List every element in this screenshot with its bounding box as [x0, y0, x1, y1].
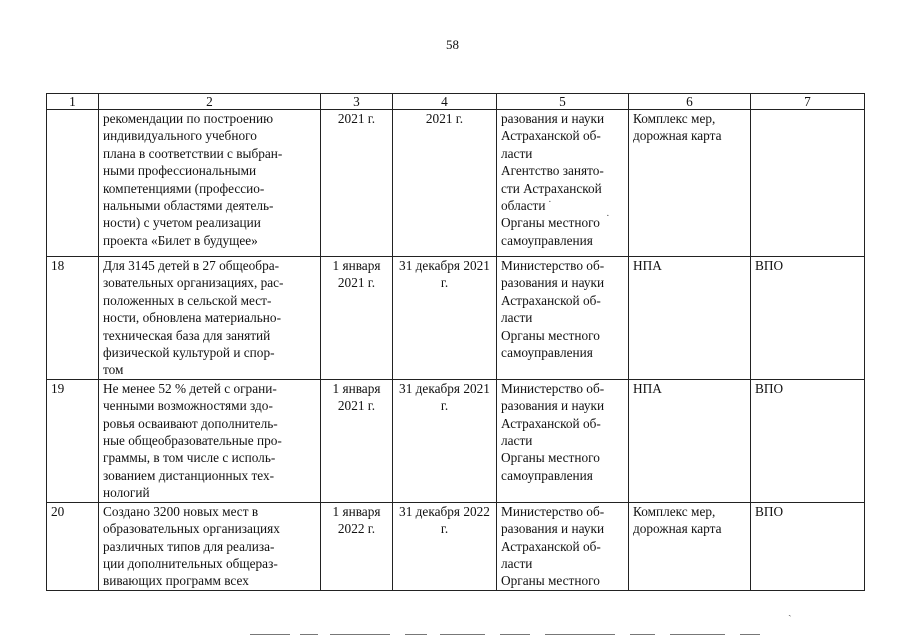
text-line: физической культурой и спор-	[103, 345, 275, 361]
measures-table	[46, 93, 865, 591]
indicator-cell: ВПО	[751, 379, 865, 502]
text-line: Органы местного	[501, 573, 600, 589]
text-line: ласти	[501, 145, 533, 161]
text-line: том	[103, 362, 124, 378]
description-cell	[99, 379, 321, 502]
text-line: ченными возможностями здо-	[103, 398, 273, 414]
text-line: различных типов для реализа-	[103, 538, 275, 554]
indicator-cell	[751, 110, 865, 257]
start-date-cell: 1 января 2021 г.	[321, 257, 393, 380]
header-cell: 2	[99, 94, 321, 110]
text-line: ровья осваивают дополнитель-	[103, 415, 278, 431]
header-cell: 5	[497, 94, 629, 110]
text-line: ласти	[501, 555, 533, 571]
table-row	[47, 502, 865, 590]
end-date-cell: 31 декабря 2022 г.	[393, 502, 497, 590]
text-line: разования и науки	[501, 111, 605, 126]
responsible-cell	[497, 110, 629, 257]
start-date-cell: 1 января 2022 г.	[321, 502, 393, 590]
text-line: ласти	[501, 310, 533, 326]
text-line: области	[501, 198, 546, 214]
document-type-cell: НПА	[629, 379, 751, 502]
responsible-cell	[497, 502, 629, 590]
text-line: сти Астраханской	[501, 180, 602, 196]
text-line: Для 3145 детей в 27 общеобра-	[103, 258, 280, 273]
text-line: проекта «Билет в будущее»	[103, 232, 258, 248]
page-number: 58	[446, 37, 459, 52]
row-number-cell	[47, 110, 99, 257]
scan-speck: ·	[606, 210, 610, 222]
text-line: положенных в сельской мест-	[103, 292, 272, 308]
description-cell	[99, 110, 321, 257]
text-line: Астраханской об-	[501, 292, 601, 308]
start-date-cell: 2021 г.	[321, 110, 393, 257]
text-line: Органы местного	[501, 215, 600, 231]
text-line: нальными областями деятель-	[103, 198, 274, 214]
scan-speck: ·	[548, 196, 552, 208]
header-cell: 7	[751, 94, 865, 110]
text-line: нологий	[103, 485, 150, 501]
header-row	[47, 94, 865, 110]
text-line: Астраханской об-	[501, 538, 601, 554]
text-line: Министерство об-	[501, 380, 605, 396]
responsible-cell	[497, 257, 629, 380]
text-line: Астраханской об-	[501, 415, 601, 431]
table-row	[47, 257, 865, 380]
header-cell: 3	[321, 94, 393, 110]
text-line: ности, обновлена материально-	[103, 310, 282, 326]
document-type-cell: Комплекс мер, дорожная карта	[629, 110, 751, 257]
text-line: Органы местного	[501, 327, 600, 343]
scan-edge-marks	[0, 634, 905, 640]
text-line: разования и науки	[501, 398, 605, 414]
description-cell	[99, 502, 321, 590]
text-line: Министерство об-	[501, 503, 605, 519]
text-line: вивающих программ всех	[103, 573, 249, 589]
text-line: Создано 3200 новых мест в	[103, 503, 259, 519]
text-line: ции дополнительных общераз-	[103, 555, 278, 571]
row-number-cell: 19	[47, 379, 99, 502]
text-line: разования и науки	[501, 521, 605, 537]
indicator-cell: ВПО	[751, 502, 865, 590]
text-line: образовательных организациях	[103, 521, 280, 537]
scan-speck: ˏ	[788, 605, 792, 617]
description-cell	[99, 257, 321, 380]
text-line: Министерство об-	[501, 258, 605, 273]
row-number-cell: 20	[47, 502, 99, 590]
row-number-cell: 18	[47, 257, 99, 380]
end-date-cell: 2021 г.	[393, 110, 497, 257]
responsible-cell	[497, 379, 629, 502]
text-line: компетенциями (профессио-	[103, 180, 265, 196]
text-line: плана в соответствии с выбран-	[103, 145, 283, 161]
header-cell: 1	[47, 94, 99, 110]
header-cell: 6	[629, 94, 751, 110]
text-line: рекомендации по построению	[103, 111, 274, 126]
table-row	[47, 379, 865, 502]
text-line: Не менее 52 % детей с ограни-	[103, 380, 277, 396]
text-line: индивидуального учебного	[103, 128, 257, 144]
text-line: самоуправления	[501, 232, 593, 248]
end-date-cell: 31 декабря 2021 г.	[393, 379, 497, 502]
text-line: самоуправления	[501, 467, 593, 483]
text-line: ности) с учетом реализации	[103, 215, 261, 231]
text-line: разования и науки	[501, 275, 605, 291]
header-cell: 4	[393, 94, 497, 110]
text-line: Органы местного	[501, 450, 600, 466]
text-line: ными профессиональными	[103, 163, 257, 179]
text-line: техническая база для занятий	[103, 327, 271, 343]
text-line: Агентство занято-	[501, 163, 604, 179]
text-line: граммы, в том числе с исполь-	[103, 450, 276, 466]
end-date-cell: 31 декабря 2021 г.	[393, 257, 497, 380]
text-line: самоуправления	[501, 345, 593, 361]
text-line: ласти	[501, 433, 533, 449]
indicator-cell: ВПО	[751, 257, 865, 380]
document-type-cell: Комплекс мер, дорожная карта	[629, 502, 751, 590]
text-line: зовательных организациях, рас-	[103, 275, 284, 291]
text-line: ные общеобразовательные про-	[103, 433, 282, 449]
text-line: зованием дистанционных тех-	[103, 467, 275, 483]
text-line: Астраханской об-	[501, 128, 601, 144]
table-row	[47, 110, 865, 257]
start-date-cell: 1 января 2021 г.	[321, 379, 393, 502]
document-type-cell: НПА	[629, 257, 751, 380]
